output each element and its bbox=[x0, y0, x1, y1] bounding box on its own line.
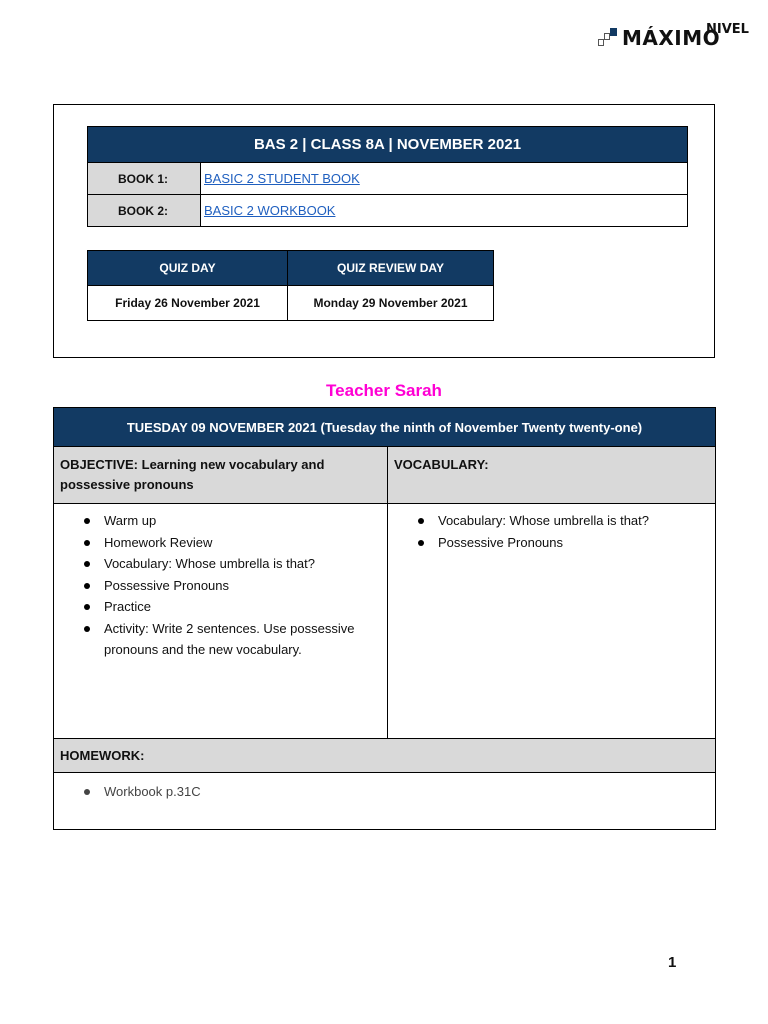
list-item: Vocabulary: Whose umbrella is that? bbox=[438, 510, 715, 532]
list-item: Possessive Pronouns bbox=[438, 532, 715, 554]
list-item: Homework Review bbox=[104, 532, 387, 554]
student-book-link[interactable]: BASIC 2 STUDENT BOOK bbox=[204, 171, 360, 186]
quiz-day-value: Friday 26 November 2021 bbox=[88, 286, 288, 321]
list-item: Activity: Write 2 sentences. Use possessive pronouns and the new vocabulary. bbox=[104, 618, 387, 661]
page-number: 1 bbox=[668, 954, 677, 971]
quiz-table bbox=[87, 250, 494, 321]
homework-cell bbox=[54, 773, 716, 830]
book-row bbox=[88, 195, 688, 227]
lesson-date-title: TUESDAY 09 NOVEMBER 2021 (Tuesday the ninth of November Twenty twenty-one) bbox=[54, 408, 716, 447]
vocabulary-list bbox=[388, 510, 715, 553]
quiz-day-header: QUIZ DAY bbox=[88, 251, 288, 286]
maximo-nivel-logo bbox=[598, 20, 758, 56]
lesson-table bbox=[53, 407, 716, 830]
list-item: Vocabulary: Whose umbrella is that? bbox=[104, 553, 387, 575]
list-item: Practice bbox=[104, 596, 387, 618]
workbook-link[interactable]: BASIC 2 WORKBOOK bbox=[204, 203, 336, 218]
list-item: Warm up bbox=[104, 510, 387, 532]
homework-list bbox=[54, 781, 715, 803]
activities-list bbox=[54, 510, 387, 661]
objective-heading: OBJECTIVE: Learning new vocabulary and possessive pronouns bbox=[54, 447, 388, 504]
book-row bbox=[88, 163, 688, 195]
quiz-review-day-value: Monday 29 November 2021 bbox=[288, 286, 494, 321]
activities-cell bbox=[54, 504, 388, 739]
list-item: Possessive Pronouns bbox=[104, 575, 387, 597]
class-info-table bbox=[87, 126, 688, 227]
homework-heading: HOMEWORK: bbox=[54, 739, 716, 773]
book-label: BOOK 1: bbox=[88, 163, 201, 195]
class-title: BAS 2 | CLASS 8A | NOVEMBER 2021 bbox=[88, 127, 688, 163]
vocabulary-cell bbox=[388, 504, 716, 739]
logo-superscript: NIVEL bbox=[706, 22, 749, 37]
vocabulary-heading: VOCABULARY: bbox=[388, 447, 716, 504]
logo-steps-icon bbox=[598, 28, 620, 48]
list-item: Workbook p.31C bbox=[104, 781, 715, 803]
teacher-name: Teacher Sarah bbox=[326, 381, 442, 400]
quiz-review-day-header: QUIZ REVIEW DAY bbox=[288, 251, 494, 286]
book-label: BOOK 2: bbox=[88, 195, 201, 227]
logo-wordmark: MÁXIMO bbox=[622, 26, 721, 50]
